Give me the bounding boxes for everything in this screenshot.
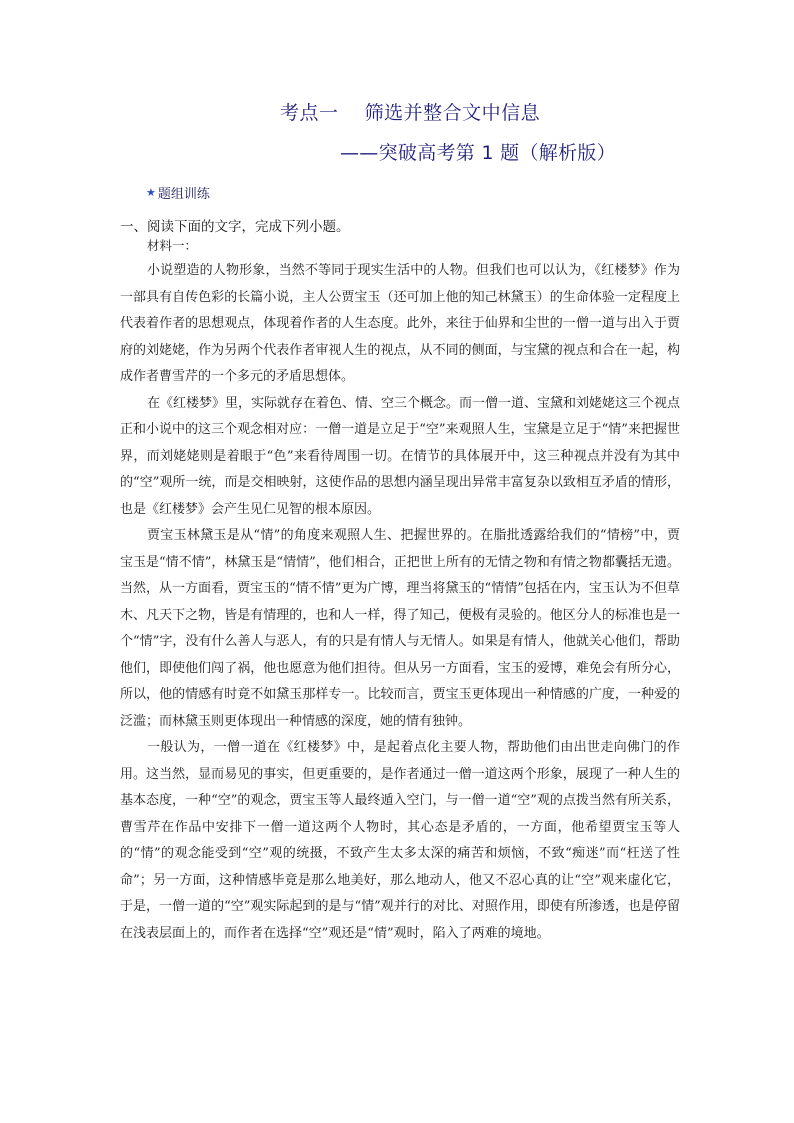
material-label: 材料一： [147,238,198,253]
page-subtitle: ——突破高考第 1 题（解析版） [340,142,616,164]
material-body [120,258,680,947]
section-tag [146,183,210,202]
paragraph: 小说塑造的人物形象，当然不等同于现实生活中的人物。但我们也可以认为，《红楼梦》作为一部具有自传色彩的长篇小说，主人公贾宝玉（还可加上他的知己林黛玉）的生命体验一定程度上代表着作者的思想观点，体现着作者的人生态度。此外，来往于仙界和尘世的一僧一道与出入于贾府的刘姥姥，作为另两个代表作者审视人生的视点，从不同的侧面，与宝黛的视点和合在一起，构成作者曹雪芹的一个多元的矛盾思想体。 [120,263,680,384]
star-icon: ★ [146,186,156,199]
paragraph: 贾宝玉林黛玉是从“情”的角度来观照人生、把握世界的。在脂批透露给我们的“情榜”中，贾宝玉是“情不情”，林黛玉是“情情”，他们相合，正把世上所有的无情之物和有情之物都囊括无遗。当然，从一方面看，贾宝玉的“情不情”更为广博，理当将黛玉的“情情”包括在内，宝玉认为不但草木、凡天下之物，皆是有情理的，也和人一样，得了知己，便极有灵验的。他区分人的标准也是一个“情”字，没有什么善人与恶人，有的只是有情人与无情人。如果是有情人，他就关心他们，帮助他们，即使他们闯了祸，他也愿意为他们担待。但从另一方面看，宝玉的爱博，难免会有所分心，所以，他的情感有时竟不如黛玉那样专一。比较而言，贾宝玉更体现出一种情感的广度，一种爱的泛滥；而林黛玉则更体现出一种情感的深度，她的情有独钟。 [120,528,680,729]
paragraph: 在《红楼梦》里，实际就存在着色、情、空三个概念。而一僧一道、宝黛和刘姥姥这三个视点正和小说中的这三个观念相对应：一僧一道是立足于“空”来观照人生，宝黛是立足于“情”来把握世界，而刘姥姥则是着眼于“色”来看待周围一切。在情节的具体展开中，这三种视点并没有为其中的“空”观所一统，而是交相映射，这使作品的思想内涵呈现出异常丰富复杂以致相互矛盾的情形，也是《红楼梦》会产生见仁见智的根本原因。 [120,395,681,517]
question-heading: 一、阅读下面的文字，完成下列小题。 [120,219,350,235]
paragraph: 一般认为，一僧一道在《红楼梦》中，是起着点化主要人物，帮助他们由出世走向佛门的作用。这当然，显而易见的事实，但更重要的，是作者通过一僧一道这两个形象，展现了一种人生的基本态度，一种“空”的观念，贾宝玉等人最终遁入空门，与一僧一道“空”观的点拨当然有所关系，曹雪芹在作品中安排下一僧一道这两个人物时，其心态是矛盾的，一方面，他希望贾宝玉等人的“情”的观念能受到“空”观的统摄，不致产生太多太深的痛苦和烦恼，不致“痴迷”而“枉送了性命”；另一方面，这种情感毕竟是那么地美好，那么地动人，他又不忍心真的让“空”观来虚化它，于是，一僧一道的“空”观实际起到的是与“情”观并行的对比、对照作用，即使有所渗透，也是停留在浅表层面上的，而作者在选择“空”观还是“情”观时，陷入了两难的境地。 [120,740,680,941]
section-tag-label: 题组训练 [157,187,210,202]
page-title: 考点一 筛选并整合文中信息 [280,102,541,124]
